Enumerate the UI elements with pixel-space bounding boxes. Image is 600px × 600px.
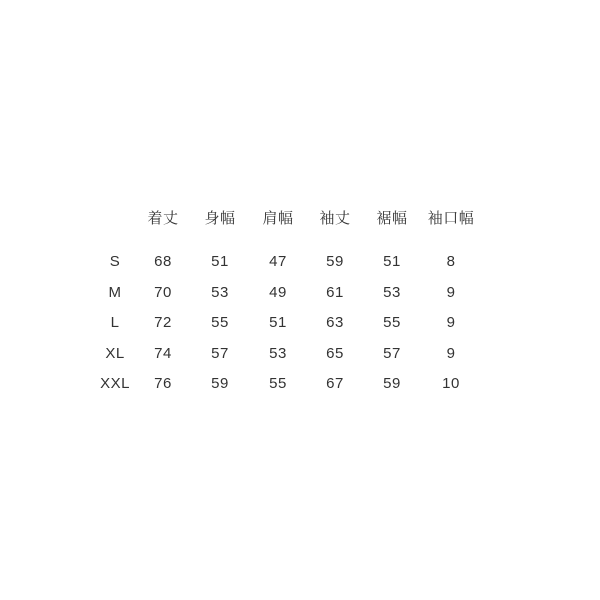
table-row-s: [85, 247, 491, 278]
size-label: XXL: [100, 375, 130, 392]
measurement-cell: 9: [446, 283, 456, 301]
measurement-cell: 59: [383, 375, 401, 392]
size-label: XL: [105, 344, 125, 362]
measurement-cell: 63: [326, 314, 344, 331]
measurement-cell: 57: [383, 344, 401, 362]
measurement-cell: 9: [446, 344, 456, 362]
measurement-cell: 59: [326, 253, 344, 270]
size-chart-body: [85, 247, 491, 400]
measurement-cell: 55: [269, 375, 287, 392]
size-label: L: [110, 314, 120, 331]
measurement-cell: 57: [211, 344, 229, 362]
measurement-cell: 53: [269, 344, 287, 362]
measurement-cell: 51: [211, 253, 229, 270]
table-row-l: [85, 308, 491, 339]
column-header-body-length: 着丈: [147, 210, 179, 227]
measurement-cell: 70: [154, 283, 172, 301]
size-label: M: [108, 283, 122, 301]
size-chart-header-row: [85, 205, 491, 233]
measurement-cell: 76: [154, 375, 172, 392]
size-label: S: [109, 253, 121, 270]
table-row-xxl: [85, 369, 491, 400]
measurement-cell: 47: [269, 253, 287, 270]
measurement-cell: 55: [211, 314, 229, 331]
measurement-cell: 65: [326, 344, 344, 362]
measurement-cell: 8: [446, 253, 456, 270]
column-header-body-width: 身幅: [204, 210, 236, 227]
measurement-cell: 59: [211, 375, 229, 392]
table-row-m: [85, 278, 491, 309]
measurement-cell: 74: [154, 344, 172, 362]
measurement-cell: 55: [383, 314, 401, 331]
measurement-cell: 67: [326, 375, 344, 392]
table-row-xl: [85, 339, 491, 370]
measurement-cell: 51: [383, 253, 401, 270]
column-header-cuff-width: 袖口幅: [427, 210, 475, 227]
measurement-cell: 72: [154, 314, 172, 331]
measurement-cell: 10: [442, 375, 460, 392]
column-header-shoulder-width: 肩幅: [262, 210, 294, 227]
measurement-cell: 53: [383, 283, 401, 301]
measurement-cell: 9: [446, 314, 456, 331]
size-chart-table: [85, 205, 491, 400]
column-header-sleeve-length: 袖丈: [319, 210, 351, 227]
column-header-hem-width: 裾幅: [376, 210, 408, 227]
measurement-cell: 53: [211, 283, 229, 301]
corner-cell: [85, 205, 145, 233]
measurement-cell: 61: [326, 283, 344, 301]
measurement-cell: 51: [269, 314, 287, 331]
measurement-cell: 49: [269, 283, 287, 301]
measurement-cell: 68: [154, 253, 172, 270]
